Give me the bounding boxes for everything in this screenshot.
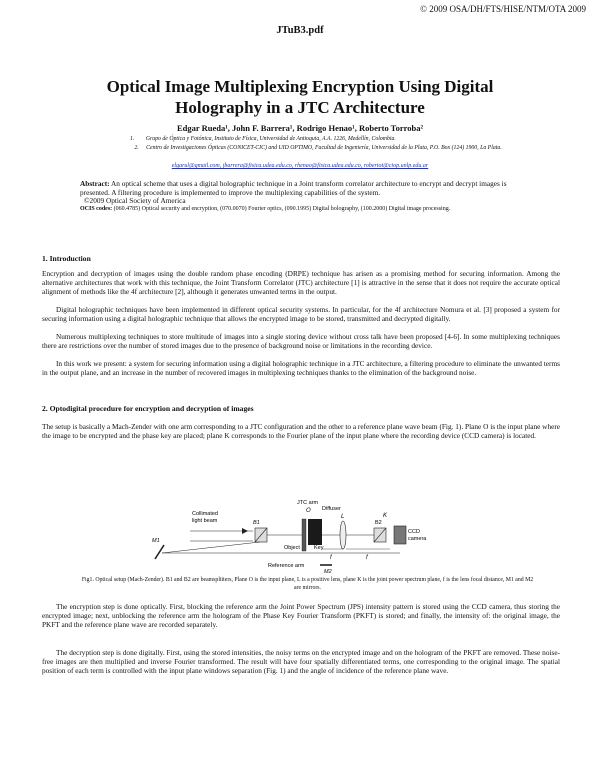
section-2-p3: The decryption step is done digitally. First, using the stored intensities, the noisy terms on the encrypted image and on the hologram of the PKFT are removed. These noise-free images are then multiplied and inverse Fourier transformed. The result will have four spatially differentiated terms, one corresponding to the original image. The spatial position of each term is controlled with the input plane windows separation (Fig. 1) and the angle of incidence of the reference plane wave. xyxy=(42,648,560,675)
affiliation-1-text: Grupo de Óptica y Fotónica, Instituto de Física, Universidad de Antioquia, A.A. 1226, Medellín, Colombia. xyxy=(145,136,396,142)
abstract-text: An optical scheme that uses a digital holographic technique in a Joint transform correlator architecture to encrypt and decrypt images is presented. A filtering procedure is implemented to improve the multiplexing capabilities of the system. xyxy=(80,179,507,197)
section-2-heading: 2. Optodigital procedure for encryption and decryption of images xyxy=(42,404,254,413)
section-1-p2: Digital holographic techniques have been implemented in different optical security systems. In particular, for the 4f architecture Nomura et al. [3] proposed a system for securing information using a digital holographic technique that allows the encrypted image to be stored, transmitted and decrypted digitally. xyxy=(42,305,560,323)
label-f-1: f xyxy=(330,555,332,561)
label-camera: camera xyxy=(408,536,427,542)
affiliation-2-num: 2. xyxy=(134,145,139,151)
beam-arrow-icon xyxy=(242,528,248,534)
abstract-block xyxy=(80,180,535,213)
affiliation-1 xyxy=(130,135,510,143)
diffuser xyxy=(308,519,322,545)
section-2-p2: The encryption step is done optically. First, blocking the reference arm the Joint Power Spectrum (JPS) intensity pattern is stored using the CCD camera, thus storing the encrypted image; next, unblocking the reference arm the hologram of the Phase Key Fourier Transform (PKFT) is stored; and finally, the intensity of: the original image, the PKFT and the reference plane wave are recorded separately. xyxy=(42,602,560,629)
file-id: JTuB3.pdf xyxy=(276,25,324,36)
label-jtc-arm: JTC arm xyxy=(297,500,319,506)
copyright-notice: © 2009 OSA/DH/FTS/HISE/NTM/OTA 2009 xyxy=(420,4,586,14)
label-ccd: CCD xyxy=(408,529,420,535)
label-collimated-2: light beam xyxy=(192,518,218,524)
affiliation-2-text: Centro de Investigaciones Ópticas (CONICET-CIC) and UID OPTIMO, Facultad de Ingeniería, Universidad de la Plata, P.O. Box (124) 1900, La Plata. xyxy=(146,145,502,151)
email-links[interactable]: elgarul@gmail.com, jbarrera@fisica.udea.edu.co, rhenao@fisica.udea.edu.co, robertot@ciop.unlp.edu.ar xyxy=(171,163,429,169)
section-1-heading: 1. Introduction xyxy=(42,254,91,263)
ocis-label: OCIS codes: xyxy=(80,205,113,212)
abstract-copyright: ©2009 Optical Society of America xyxy=(84,196,186,206)
label-object: Object xyxy=(284,545,300,551)
abstract-paragraph xyxy=(80,180,535,197)
title-line-1: Optical Image Multiplexing Encryption Using Digital xyxy=(106,77,494,96)
label-o: O xyxy=(306,508,311,514)
label-key: Key xyxy=(314,545,324,551)
label-f-2: f xyxy=(366,555,368,561)
label-b2: B2 xyxy=(375,520,382,526)
label-m2: M2 xyxy=(324,569,332,575)
label-b1: B1 xyxy=(253,520,260,526)
lens-l xyxy=(340,521,346,549)
ccd-camera xyxy=(394,526,406,544)
section-2-p1: The setup is basically a Mach-Zender with one arm corresponding to a JTC configuration and the other to a reference plane wave beam (Fig. 1). Plane O is the input plane where the image to be encrypted and the phase key are placed; plane K corresponds to the Fourier plane of the input plane where the recording device (CCD camera) is located. xyxy=(42,422,560,440)
abstract-label: Abstract: xyxy=(80,179,110,188)
section-1-p3: Numerous multiplexing techniques to store multitude of images into a single storing device without cross talk have been proposed [4-6]. In some multiplexing techniques there are restrictions over the number of stored images due to the presence of background noise or limitations in the recording device. xyxy=(42,332,560,350)
plane-o xyxy=(302,519,306,551)
section-1-p4: In this work we present: a system for securing information using a digital holographic technique in a JTC architecture, a filtering procedure to eliminate the unwanted terms in the output plane, and an increase in the number of recovered images in multiplexing techniques thanks to the elimination of the background noise. xyxy=(42,359,560,377)
paper-title xyxy=(60,76,540,118)
authors: Edgar Rueda¹, John F. Barrera¹, Rodrigo Henao¹, Roberto Torroba² xyxy=(176,123,423,133)
ocis-text: (060.4785) Optical security and encryption, (070.0070) Fourier optics, (090.1995) Digital holography, (100.2000) Digital image processing. xyxy=(113,205,451,212)
m1-mirror xyxy=(155,545,164,559)
figure-caption: Fig1. Optical setup (Mach-Zender). B1 and B2 are beamsplitters, Plane O is the input plane, L is a positive lens, plane K is the joint power spectrum plane, f is the lens focal distance, M1 and M2 are mirrors. xyxy=(81,577,534,591)
label-k: K xyxy=(383,513,388,519)
label-diffuser: Diffuser xyxy=(322,506,341,512)
section-1-p1: Encryption and decryption of images using the double random phase encoding (DRPE) technique has arisen as a promising method for securing information. Among the alternative architectures that work with this technique, the Joint Transform Correlator (JTC) architecture [1] is attractive in the sense that it does not require the accurate optical alignment of methods like the 4f architecture [2], although it generates unwanted terms in the output. xyxy=(42,269,560,296)
ocis-codes xyxy=(80,206,535,214)
optical-setup-figure xyxy=(150,497,450,575)
label-collimated-1: Collimated xyxy=(192,511,218,517)
title-line-2: Holography in a JTC Architecture xyxy=(175,98,425,117)
label-reference-arm: Reference arm xyxy=(268,563,305,569)
affiliation-2 xyxy=(118,144,518,152)
affiliation-1-num: 1. xyxy=(130,136,135,142)
label-l: L xyxy=(341,514,345,520)
label-m1: M1 xyxy=(152,538,160,544)
